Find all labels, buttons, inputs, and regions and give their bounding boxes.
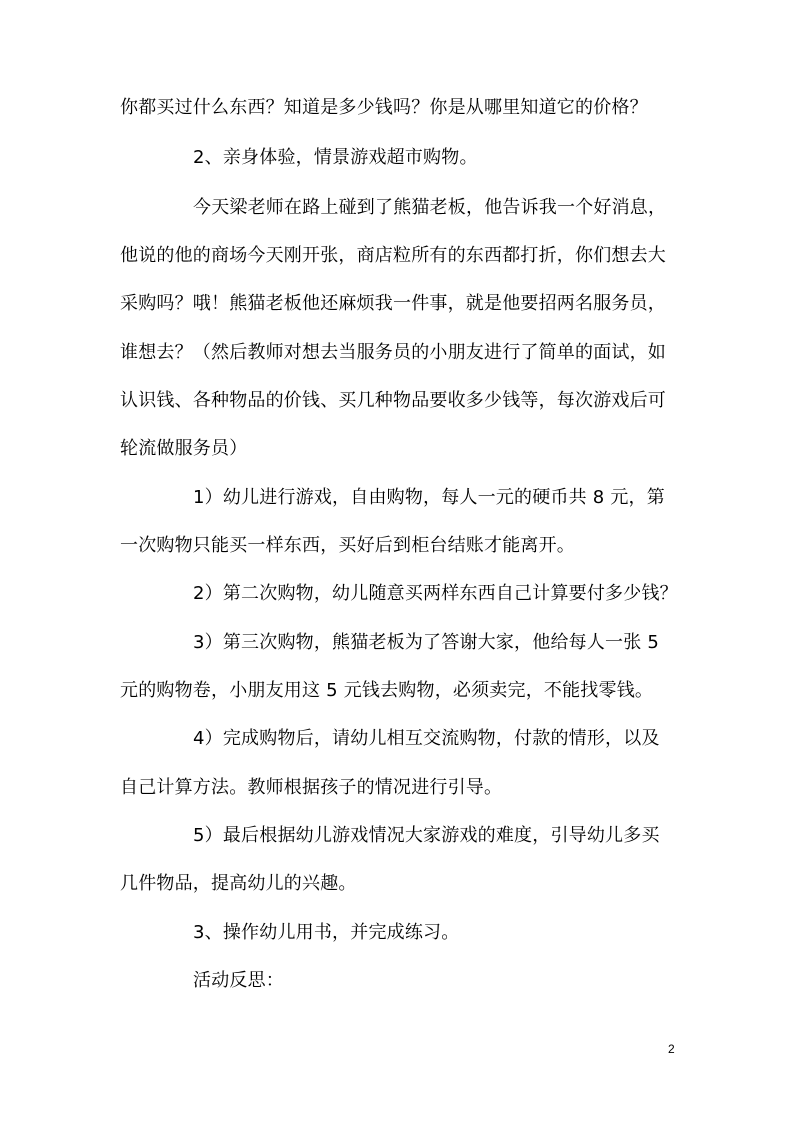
list-item-4-line-2: 自己计算方法。教师根据孩子的情况进行引导。: [120, 777, 503, 798]
text-line-1: 你都买过什么东西？知道是多少钱吗？你是从哪里知道它的价格？: [120, 97, 648, 118]
text-line-7: 认识钱、各种物品的价钱、买几种物品要收多少钱等，每次游戏后可: [120, 390, 666, 411]
page-number: 2: [668, 1042, 675, 1056]
text-line-6: 谁想去？（然后教师对想去当服务员的小朋友进行了简单的面试，如: [120, 342, 666, 363]
text-line-5: 采购吗？哦！熊猫老板他还麻烦我一件事，就是他要招两名服务员，: [120, 293, 666, 314]
list-item-1-line-2: 一次购物只能买一样东西，买好后到柜台结账才能离开。: [120, 535, 575, 556]
text-line-3: 今天梁老师在路上碰到了熊猫老板，他告诉我一个好消息，: [193, 197, 667, 218]
list-item-3-line-2: 元的购物卷，小朋友用这 5 元钱去购物，必须卖完，不能找零钱。: [120, 680, 654, 701]
list-item-1-line-1: 1）幼儿进行游戏，自由购物，每人一元的硬币共 8 元，第: [193, 487, 665, 508]
list-item-3-line-1: 3）第三次购物，熊猫老板为了答谢大家，他给每人一张 5: [193, 632, 660, 653]
list-item-5-line-2: 几件物品，提高幼儿的兴趣。: [120, 873, 357, 894]
section-heading-2: 2、亲身体验，情景游戏超市购物。: [193, 147, 478, 168]
text-line-4: 他说的他的商场今天刚开张，商店粒所有的东西都打折，你们想去大: [120, 245, 666, 266]
list-item-4-line-1: 4）完成购物后，请幼儿相互交流购物，付款的情形，以及: [193, 728, 660, 749]
list-item-5-line-1: 5）最后根据幼儿游戏情况大家游戏的难度，引导幼儿多买: [193, 825, 660, 846]
list-item-2: 2）第二次购物，幼儿随意买两样东西自己计算要付多少钱？: [193, 583, 678, 604]
section-heading-3: 3、操作幼儿用书，并完成练习。: [193, 922, 460, 943]
text-line-8: 轮流做服务员）: [120, 438, 248, 459]
reflection-heading: 活动反思：: [193, 970, 284, 991]
